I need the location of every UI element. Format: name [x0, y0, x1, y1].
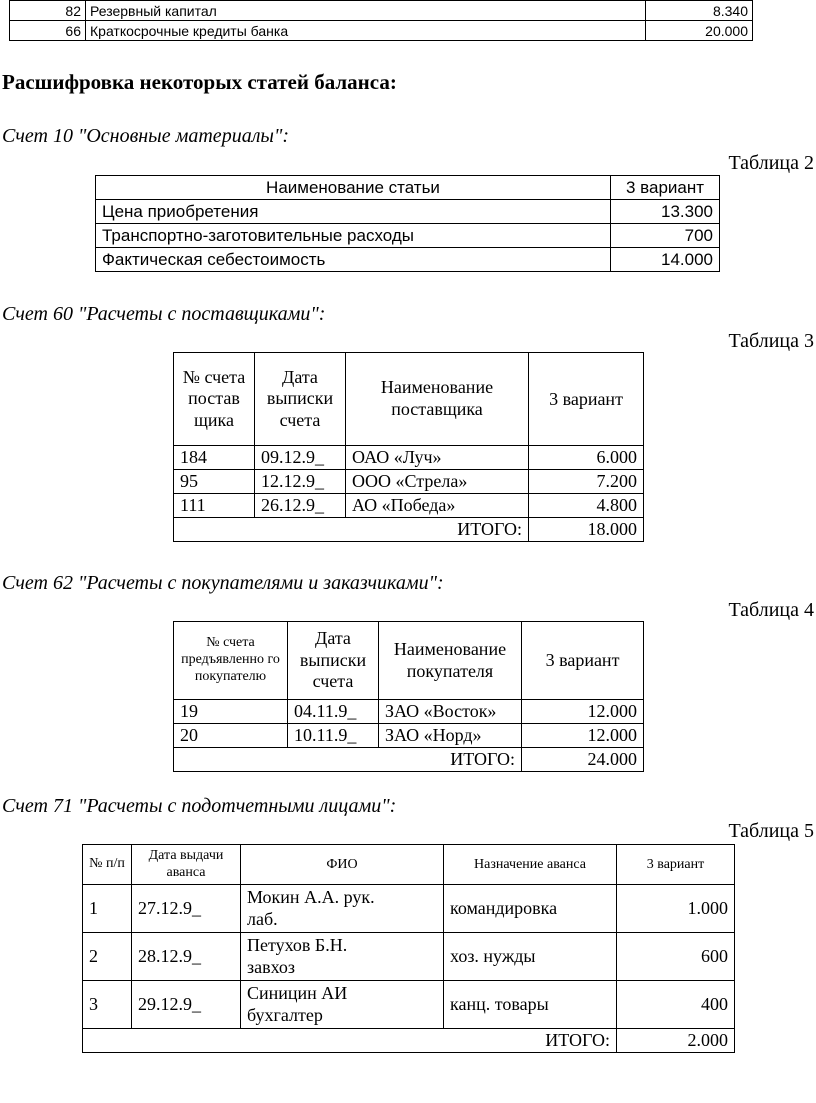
table-row — [83, 885, 735, 933]
row-number: 1 — [83, 885, 132, 933]
total-label: ИТОГО: — [83, 1029, 617, 1053]
column-header: 3 вариант — [529, 353, 644, 446]
invoice-date: 12.12.9_ — [255, 470, 346, 494]
column-header: № п/п — [83, 845, 132, 885]
account-code: 82 — [10, 1, 86, 21]
person-name: Петухов Б.Н. завхоз — [241, 933, 444, 981]
advance-purpose: канц. товары — [444, 981, 617, 1029]
customer-name: ЗАО «Норд» — [379, 724, 522, 748]
column-header: Дата выписки счета — [288, 622, 379, 700]
amount: 4.800 — [529, 494, 644, 518]
amount: 7.200 — [529, 470, 644, 494]
table-header-row — [83, 845, 735, 885]
account-60-title: Счет 60 "Расчеты с поставщиками": — [2, 303, 326, 325]
amount: 12.000 — [522, 724, 644, 748]
invoice-date: 26.12.9_ — [255, 494, 346, 518]
row-number: 2 — [83, 933, 132, 981]
column-header: № счета предъявленно го покупателю — [174, 622, 288, 700]
column-header: Назначение аванса — [444, 845, 617, 885]
column-header: Наименование покупателя — [379, 622, 522, 700]
advance-date: 28.12.9_ — [132, 933, 241, 981]
table-row — [174, 724, 644, 748]
person-name: Мокин А.А. рук. лаб. — [241, 885, 444, 933]
table-row — [174, 700, 644, 724]
total-value: 2.000 — [617, 1029, 735, 1053]
invoice-date: 09.12.9_ — [255, 446, 346, 470]
section-heading: Расшифровка некоторых статей баланса: — [2, 70, 397, 94]
account-62-table — [173, 621, 644, 772]
table-2-label: Таблица 2 — [728, 152, 814, 174]
table-row — [83, 933, 735, 981]
total-value: 24.000 — [522, 748, 644, 772]
supplier-name: АО «Победа» — [346, 494, 529, 518]
table-row — [174, 446, 644, 470]
column-header: Дата выдачи аванса — [132, 845, 241, 885]
table-row — [10, 21, 753, 41]
advance-purpose: хоз. нужды — [444, 933, 617, 981]
amount: 1.000 — [617, 885, 735, 933]
total-label: ИТОГО: — [174, 748, 522, 772]
account-10-title: Счет 10 "Основные материалы": — [2, 125, 290, 147]
table-row — [174, 494, 644, 518]
table-row — [174, 470, 644, 494]
item-value: 14.000 — [611, 248, 720, 272]
table-header-row — [174, 353, 644, 446]
column-header: № счета постав щика — [174, 353, 255, 446]
column-header: ФИО — [241, 845, 444, 885]
supplier-name: ООО «Стрела» — [346, 470, 529, 494]
amount: 12.000 — [522, 700, 644, 724]
invoice-number: 20 — [174, 724, 288, 748]
account-60-table — [173, 352, 644, 542]
account-value: 20.000 — [646, 21, 753, 41]
table-3-label: Таблица 3 — [728, 330, 814, 352]
invoice-number: 95 — [174, 470, 255, 494]
account-value: 8.340 — [646, 1, 753, 21]
table-header-row — [96, 176, 720, 200]
account-71-title: Счет 71 "Расчеты с подотчетными лицами": — [2, 795, 397, 817]
advance-date: 27.12.9_ — [132, 885, 241, 933]
table-row — [83, 981, 735, 1029]
invoice-date: 04.11.9_ — [288, 700, 379, 724]
table-row — [96, 248, 720, 272]
invoice-number: 19 — [174, 700, 288, 724]
column-header: 3 вариант — [611, 176, 720, 200]
table-4-label: Таблица 4 — [728, 599, 814, 621]
total-row — [174, 518, 644, 542]
table-row — [96, 200, 720, 224]
column-header: 3 вариант — [617, 845, 735, 885]
row-number: 3 — [83, 981, 132, 1029]
amount: 6.000 — [529, 446, 644, 470]
account-code: 66 — [10, 21, 86, 41]
item-value: 13.300 — [611, 200, 720, 224]
table-5-label: Таблица 5 — [728, 820, 814, 842]
item-value: 700 — [611, 224, 720, 248]
invoice-number: 111 — [174, 494, 255, 518]
account-10-table — [95, 175, 720, 272]
item-name: Транспортно-заготовительные расходы — [96, 224, 611, 248]
customer-name: ЗАО «Восток» — [379, 700, 522, 724]
column-header: Наименование поставщика — [346, 353, 529, 446]
advance-date: 29.12.9_ — [132, 981, 241, 1029]
column-header: 3 вариант — [522, 622, 644, 700]
item-name: Фактическая себестоимость — [96, 248, 611, 272]
table-row — [96, 224, 720, 248]
account-71-table — [82, 844, 735, 1053]
invoice-number: 184 — [174, 446, 255, 470]
column-header: Дата выписки счета — [255, 353, 346, 446]
advance-purpose: командировка — [444, 885, 617, 933]
amount: 400 — [617, 981, 735, 1029]
balance-table-top — [9, 0, 753, 41]
person-name: Синицин АИ бухгалтер — [241, 981, 444, 1029]
supplier-name: ОАО «Луч» — [346, 446, 529, 470]
table-header-row — [174, 622, 644, 700]
item-name: Цена приобретения — [96, 200, 611, 224]
account-62-title: Счет 62 "Расчеты с покупателями и заказчиками": — [2, 572, 444, 594]
account-name: Резервный капитал — [86, 1, 646, 21]
account-name: Краткосрочные кредиты банка — [86, 21, 646, 41]
table-row — [10, 1, 753, 21]
total-row — [83, 1029, 735, 1053]
total-value: 18.000 — [529, 518, 644, 542]
total-label: ИТОГО: — [174, 518, 529, 542]
invoice-date: 10.11.9_ — [288, 724, 379, 748]
total-row — [174, 748, 644, 772]
amount: 600 — [617, 933, 735, 981]
column-header: Наименование статьи — [96, 176, 611, 200]
